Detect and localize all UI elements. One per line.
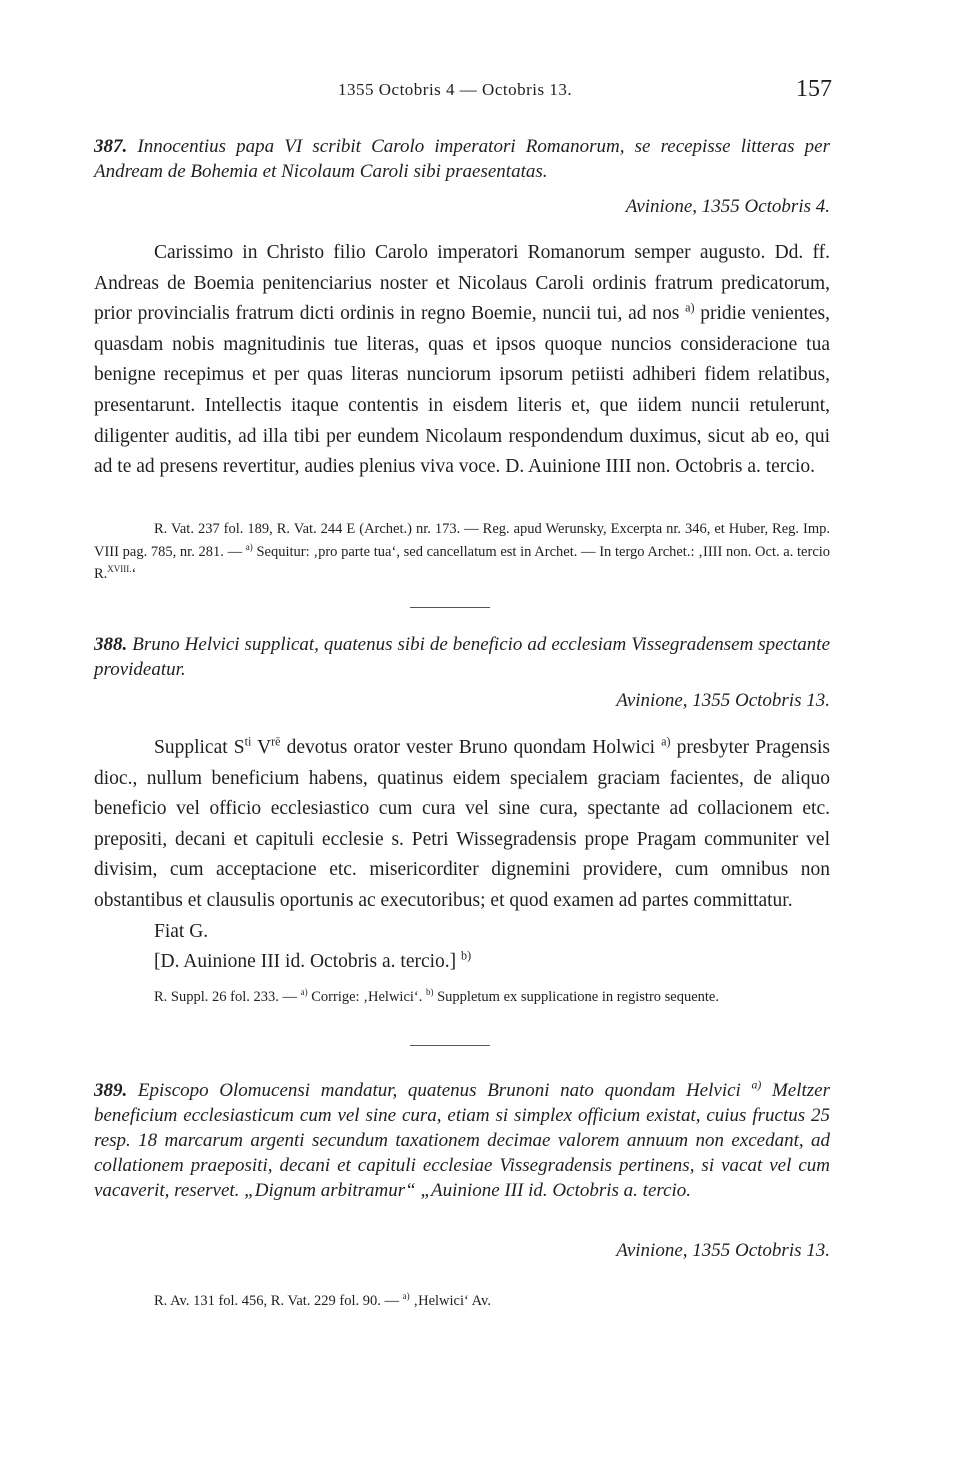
document-number-388: 388. [94, 634, 128, 655]
running-head: 1355 Octobris 4 — Octobris 13. [338, 80, 573, 99]
regest-389-part2: Meltzer beneficium ecclesiasticum cum vel sine cura, etiam si simplex officium existat, cuius fructus 25 resp. 18 marcarum argenti secundum taxationem decimae valorem annuum non excedant, ad collationem praepositi, decani et capituli ecclesiae Vissegradensis pertinens, si vacat vel cum vacaverit, reservet. „Dignum arbitramur“ „Auinione III id. Octobris a. tercio. [94, 1080, 831, 1201]
regest-388 [94, 632, 830, 682]
regest-389 [94, 1078, 830, 1203]
date-line-388-text: [D. Auinione III id. Octobris a. tercio.] [154, 951, 457, 973]
apparatus-388-part3: Suppletum ex supplicatione in registro sequente. [437, 989, 719, 1005]
footnote-mark-a: a) [661, 734, 671, 749]
superscript-xviii: XVIII. [107, 564, 132, 575]
footnote-mark-a: a) [751, 1078, 762, 1092]
apparatus-388-part2: Corrige: ‚Helwici‘. [311, 989, 423, 1005]
apparatus-387-end: ‘ [131, 566, 137, 582]
regest-387 [94, 134, 830, 184]
dateline-389: Avinione, 1355 Octobris 13. [616, 1240, 830, 1261]
footnote-mark-b: b) [426, 987, 434, 998]
apparatus-389 [94, 1290, 830, 1313]
fiat-line: Fiat G. [154, 920, 209, 942]
footnote-mark-b: b) [461, 948, 472, 963]
footnote-mark-a: a) [685, 300, 695, 315]
text-388-part3: devotus orator vester Bruno quondam Holwici [286, 737, 656, 758]
apparatus-389-part2: ‚Helwici‘ Av. [413, 1293, 491, 1309]
dateline-387: Avinione, 1355 Octobris 4. [625, 196, 830, 217]
apparatus-388-part1: R. Suppl. 26 fol. 233. — [154, 989, 297, 1005]
footnote-mark-a: a) [245, 541, 253, 552]
regest-389-part1: Episcopo Olomucensi mandatur, quatenus Brunoni nato quondam Helvici [137, 1080, 741, 1101]
page-number: 157 [796, 76, 832, 102]
date-line-388 [94, 947, 830, 978]
footnote-mark-a: a) [300, 987, 308, 998]
text-388-part4: presbyter Pragensis dioc., nullum beneficium habens, quatinus eidem specialem graciam facientes, de aliquo beneficio vel officio ecclesiastico cum cura vel sine cura, spectante ad collacionem etc. prepositi, decani et capituli ecclesie s. Petri Wissegradensis prope Pragam communiter vel divisim, cum acceptacione etc. misericorditer dignemini providere, cum omnibus non obstantibus et clausulis oportunis ac executoribus; et quod examen ad partes committatur. [94, 737, 830, 911]
separator-rule [410, 607, 490, 608]
text-388 [94, 733, 830, 978]
separator-rule [410, 1045, 490, 1046]
regest-387-text: Innocentius papa VI scribit Carolo imperatori Romanorum, se recepisse litteras per Andream de Bohemia et Nicolaum Caroli sibi praesentatas. [94, 136, 830, 182]
superscript-ti: ti [244, 734, 252, 749]
superscript-re: rē [271, 734, 281, 749]
apparatus-388 [94, 986, 830, 1009]
document-number-389: 389. [94, 1080, 128, 1101]
regest-388-text: Bruno Helvici supplicat, quatenus sibi de beneficio ad ecclesiam Vissegradensem spectante provideatur. [94, 634, 831, 680]
document-number-387: 387. [94, 136, 128, 157]
text-388-part1: Supplicat S [154, 737, 245, 758]
text-388-part2: V [257, 737, 272, 758]
text-387-part1: Carissimo in Christo filio Carolo imperatori Romanorum semper augusto. Dd. ff. Andreas de Boemia penitenciarius noster et Nicolaus Caroli ordinis fratrum predicatorum, prior provincialis fratrum dicti ordinis in regno Boemie, nuncii tui, ad nos [94, 242, 830, 325]
text-387-part2: pridie venientes, quasdam nobis magnitudinis tue literas, quas et ipsos quoque nuncios consideracione tua benigne recepimus et per quas literas nunciorum ipsorum petiisti adhiberi fidem relatibus, presentarunt. Intellectis itaque contentis in eisdem literis et, que iidem nuncii retulerunt, diligenter auditis, ad illa tibi per eundem Nicolaum respondendum duximus, sicut ab eo, qui ad te ad presens revertitur, audies plenius viva voce. D. Auinione IIII non. Octobris a. tercio. [94, 303, 831, 478]
apparatus-389-part1: R. Av. 131 fol. 456, R. Vat. 229 fol. 90. — [154, 1293, 400, 1309]
text-387 [94, 238, 830, 483]
apparatus-387 [94, 518, 830, 586]
apparatus-387-part1: R. Vat. 237 fol. 189, R. Vat. 244 E (Archet.) nr. 173. — Reg. apud Werunsky, Excerpta nr. 346, et Huber, Reg. Imp. VIII pag. 785, nr. 281. — [94, 521, 830, 560]
footnote-mark-a: a) [402, 1291, 410, 1302]
dateline-388: Avinione, 1355 Octobris 13. [616, 690, 830, 711]
apparatus-387-part2: Sequitur: ‚pro parte tua‘, sed cancellatum est in Archet. — In tergo Archet.: ‚IIII non. Oct. a. tercio R. [94, 543, 831, 582]
